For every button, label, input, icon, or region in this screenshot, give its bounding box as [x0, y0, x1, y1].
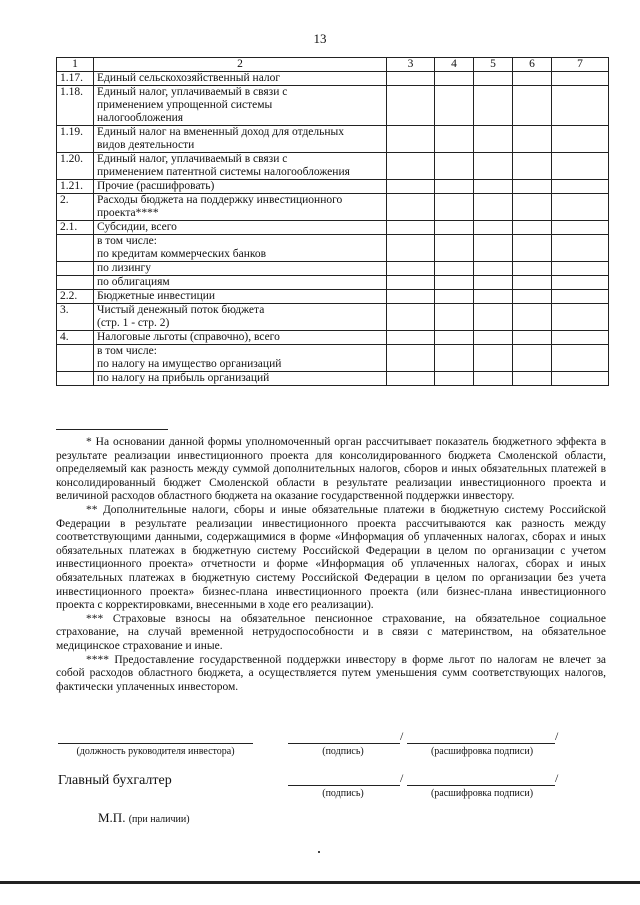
row-label-line: проекта**** [97, 207, 159, 219]
row-label-line: по кредитам коммерческих банков [97, 248, 267, 260]
value-cell [513, 72, 552, 86]
value-cell [474, 180, 513, 194]
table-row [57, 86, 609, 126]
bottom-border [0, 881, 640, 884]
row-label-line: по лизингу [97, 262, 151, 274]
row-label-line: Единый налог на вмененный доход для отдельных [97, 126, 345, 138]
value-cell [474, 304, 513, 331]
value-cell [513, 372, 552, 386]
row-number: 2.2. [57, 290, 94, 304]
decode-caption: (расшифровка подписи) [430, 746, 534, 757]
column-header: 2 [94, 58, 387, 72]
value-cell [435, 372, 474, 386]
value-cell [387, 221, 435, 235]
row-label-line: по налогу на имущество организаций [97, 358, 282, 370]
row-label-line: по облигациям [97, 276, 170, 288]
row-label [94, 126, 387, 153]
sign-caption: (подпись) [322, 788, 364, 799]
row-number [57, 276, 94, 290]
row-number: 4. [57, 331, 94, 345]
value-cell [552, 262, 609, 276]
table-row [57, 304, 609, 331]
row-label-line: в том числе: [97, 345, 157, 357]
value-cell [513, 262, 552, 276]
value-cell [474, 126, 513, 153]
footnote: ** Дополнительные налоги, сборы и иные обязательные платежи в бюджетную систему Российской Федерации в результате реализации инвестиционного проекта рассчитываются как разность между соответствующими данными, содержащимися в форме «Информация об уплаченных налогах, сборах и иных обязательных платежах в бюджетную систему Российской Федерации в целом по организации с учетом инвестиционного проекта» отчетности и форме «Информация об уплаченных налогах, сборах и иных обязательных платежах в бюджетную систему Российской Федерации в целом по организации без учета инвестиционного проекта» бизнес-плана инвестиционного проекта (или бизнес-плана инвестиционного проекта с корректировками, внесенными в ходе его реализации). [56, 503, 606, 612]
column-header: 5 [474, 58, 513, 72]
row-label [94, 194, 387, 221]
slash: / [400, 729, 404, 743]
footnotes [56, 436, 606, 694]
value-cell [552, 126, 609, 153]
value-cell [513, 235, 552, 262]
value-cell [387, 194, 435, 221]
table-row [57, 372, 609, 386]
row-label [94, 221, 387, 235]
slash: / [400, 771, 404, 785]
footnote: **** Предоставление государственной поддержки инвестору в форме льгот по налогам не влечет за собой расходов областного бюджета, а осуществляется путем уменьшения сумм соответствующих налогов, фактически уплаченных инвестором. [56, 653, 606, 693]
stamp-placeholder [98, 810, 190, 826]
value-cell [513, 86, 552, 126]
sign-caption: (подпись) [322, 746, 364, 757]
value-cell [552, 86, 609, 126]
value-cell [513, 331, 552, 345]
table-row [57, 262, 609, 276]
decode-line [407, 743, 555, 744]
value-cell [387, 372, 435, 386]
row-number [57, 262, 94, 276]
value-cell [474, 194, 513, 221]
signature-line [288, 743, 400, 744]
row-label-line: Прочие (расшифровать) [97, 180, 215, 192]
slash: / [555, 729, 559, 743]
value-cell [513, 276, 552, 290]
column-header: 6 [513, 58, 552, 72]
value-cell [552, 304, 609, 331]
value-cell [435, 345, 474, 372]
row-label-line: Бюджетные инвестиции [97, 290, 216, 302]
value-cell [552, 331, 609, 345]
value-cell [552, 180, 609, 194]
row-label [94, 72, 387, 86]
table-row [57, 276, 609, 290]
row-label-line: применением патентной системы налогообложения [97, 166, 350, 178]
value-cell [435, 290, 474, 304]
slash: / [555, 771, 559, 785]
row-label [94, 235, 387, 262]
value-cell [435, 235, 474, 262]
value-cell [474, 153, 513, 180]
row-number: 2. [57, 194, 94, 221]
row-label-line: по налогу на прибыль организаций [97, 372, 270, 384]
footnote-separator [56, 429, 168, 430]
column-header: 4 [435, 58, 474, 72]
value-cell [513, 221, 552, 235]
value-cell [387, 180, 435, 194]
row-label [94, 290, 387, 304]
value-cell [552, 221, 609, 235]
value-cell [513, 194, 552, 221]
table-row [57, 180, 609, 194]
value-cell [435, 180, 474, 194]
value-cell [474, 290, 513, 304]
row-number: 3. [57, 304, 94, 331]
value-cell [387, 126, 435, 153]
value-cell [552, 345, 609, 372]
table-row [57, 345, 609, 372]
row-label-line: Единый сельскохозяйственный налог [97, 72, 281, 84]
value-cell [552, 276, 609, 290]
row-label-line: Единый налог, уплачиваемый в связи с [97, 153, 288, 165]
row-label-line: Налоговые льготы (справочно), всего [97, 331, 280, 343]
row-label-line: видов деятельности [97, 139, 195, 151]
budget-effect-table [56, 57, 609, 386]
column-header: 7 [552, 58, 609, 72]
mp-label: М.П. [98, 810, 126, 825]
table-row [57, 235, 609, 262]
footnote: *** Страховые взносы на обязательное пенсионное страхование, на обязательное социальное страхование, на случай временной нетрудоспособности и в связи с материнством, на обязательное медицинское страхование и иные. [56, 612, 606, 652]
value-cell [513, 126, 552, 153]
table-row [57, 221, 609, 235]
table-row [57, 331, 609, 345]
chief-accountant-label: Главный бухгалтер [58, 773, 172, 788]
value-cell [474, 262, 513, 276]
value-cell [435, 194, 474, 221]
value-cell [435, 126, 474, 153]
signature-line [288, 785, 400, 786]
value-cell [552, 235, 609, 262]
table-row [57, 290, 609, 304]
value-cell [474, 221, 513, 235]
row-number: 1.18. [57, 86, 94, 126]
position-caption: (должность руководителя инвестора) [76, 746, 235, 757]
value-cell [387, 86, 435, 126]
value-cell [474, 235, 513, 262]
row-label-line: налогообложения [97, 112, 184, 124]
value-cell [513, 290, 552, 304]
value-cell [552, 372, 609, 386]
value-cell [552, 153, 609, 180]
decode-line [407, 785, 555, 786]
value-cell [387, 304, 435, 331]
page-number: 13 [313, 31, 327, 46]
decode-caption: (расшифровка подписи) [430, 788, 534, 799]
column-header: 3 [387, 58, 435, 72]
value-cell [387, 235, 435, 262]
value-cell [552, 72, 609, 86]
row-label-line: Единый налог, уплачиваемый в связи с [97, 86, 288, 98]
row-label [94, 304, 387, 331]
value-cell [387, 262, 435, 276]
value-cell [474, 331, 513, 345]
column-header: 1 [57, 58, 94, 72]
value-cell [387, 331, 435, 345]
value-cell [387, 72, 435, 86]
row-number [57, 345, 94, 372]
value-cell [387, 290, 435, 304]
value-cell [513, 180, 552, 194]
row-number [57, 372, 94, 386]
row-label [94, 86, 387, 126]
row-number: 1.17. [57, 72, 94, 86]
row-label [94, 153, 387, 180]
row-number [57, 235, 94, 262]
value-cell [387, 153, 435, 180]
row-label-line: (стр. 1 - стр. 2) [97, 317, 170, 329]
row-label-line: Расходы бюджета на поддержку инвестиционного [97, 194, 343, 206]
row-label-line: Чистый денежный поток бюджета [97, 304, 265, 316]
value-cell [435, 72, 474, 86]
row-label [94, 180, 387, 194]
table-row [57, 72, 609, 86]
value-cell [435, 276, 474, 290]
table-header-row [57, 58, 609, 72]
row-number: 1.19. [57, 126, 94, 153]
value-cell [513, 345, 552, 372]
value-cell [513, 304, 552, 331]
mp-note: (при наличии) [128, 814, 190, 825]
value-cell [552, 290, 609, 304]
footnote: * На основании данной формы уполномоченный орган рассчитывает показатель бюджетного эффекта в результате реализации инвестиционного проекта для консолидированного бюджета Смоленской области, определяемый как разность между суммой дополнительных налогов, сборов и иных обязательных платежей в консолидированный бюджет Смоленской области в результате реализации инвестиционного проекта и величиной расходов областного бюджета на оказание государственной поддержки инвестору. [56, 436, 606, 503]
value-cell [513, 153, 552, 180]
row-label [94, 262, 387, 276]
value-cell [474, 72, 513, 86]
value-cell [435, 86, 474, 126]
value-cell [387, 345, 435, 372]
row-label [94, 345, 387, 372]
row-label-line: Субсидии, всего [97, 221, 177, 233]
value-cell [474, 345, 513, 372]
value-cell [387, 276, 435, 290]
row-number: 2.1. [57, 221, 94, 235]
value-cell [474, 86, 513, 126]
value-cell [474, 372, 513, 386]
value-cell [474, 276, 513, 290]
scan-dot [318, 851, 320, 853]
row-label [94, 276, 387, 290]
table-row [57, 194, 609, 221]
value-cell [435, 304, 474, 331]
value-cell [552, 194, 609, 221]
row-number: 1.21. [57, 180, 94, 194]
position-line [58, 743, 253, 744]
table-row [57, 126, 609, 153]
value-cell [435, 221, 474, 235]
row-number: 1.20. [57, 153, 94, 180]
row-label [94, 372, 387, 386]
value-cell [435, 153, 474, 180]
row-label-line: применением упрощенной системы [97, 99, 273, 111]
value-cell [435, 331, 474, 345]
table-row [57, 153, 609, 180]
value-cell [435, 262, 474, 276]
row-label [94, 331, 387, 345]
row-label-line: в том числе: [97, 235, 157, 247]
